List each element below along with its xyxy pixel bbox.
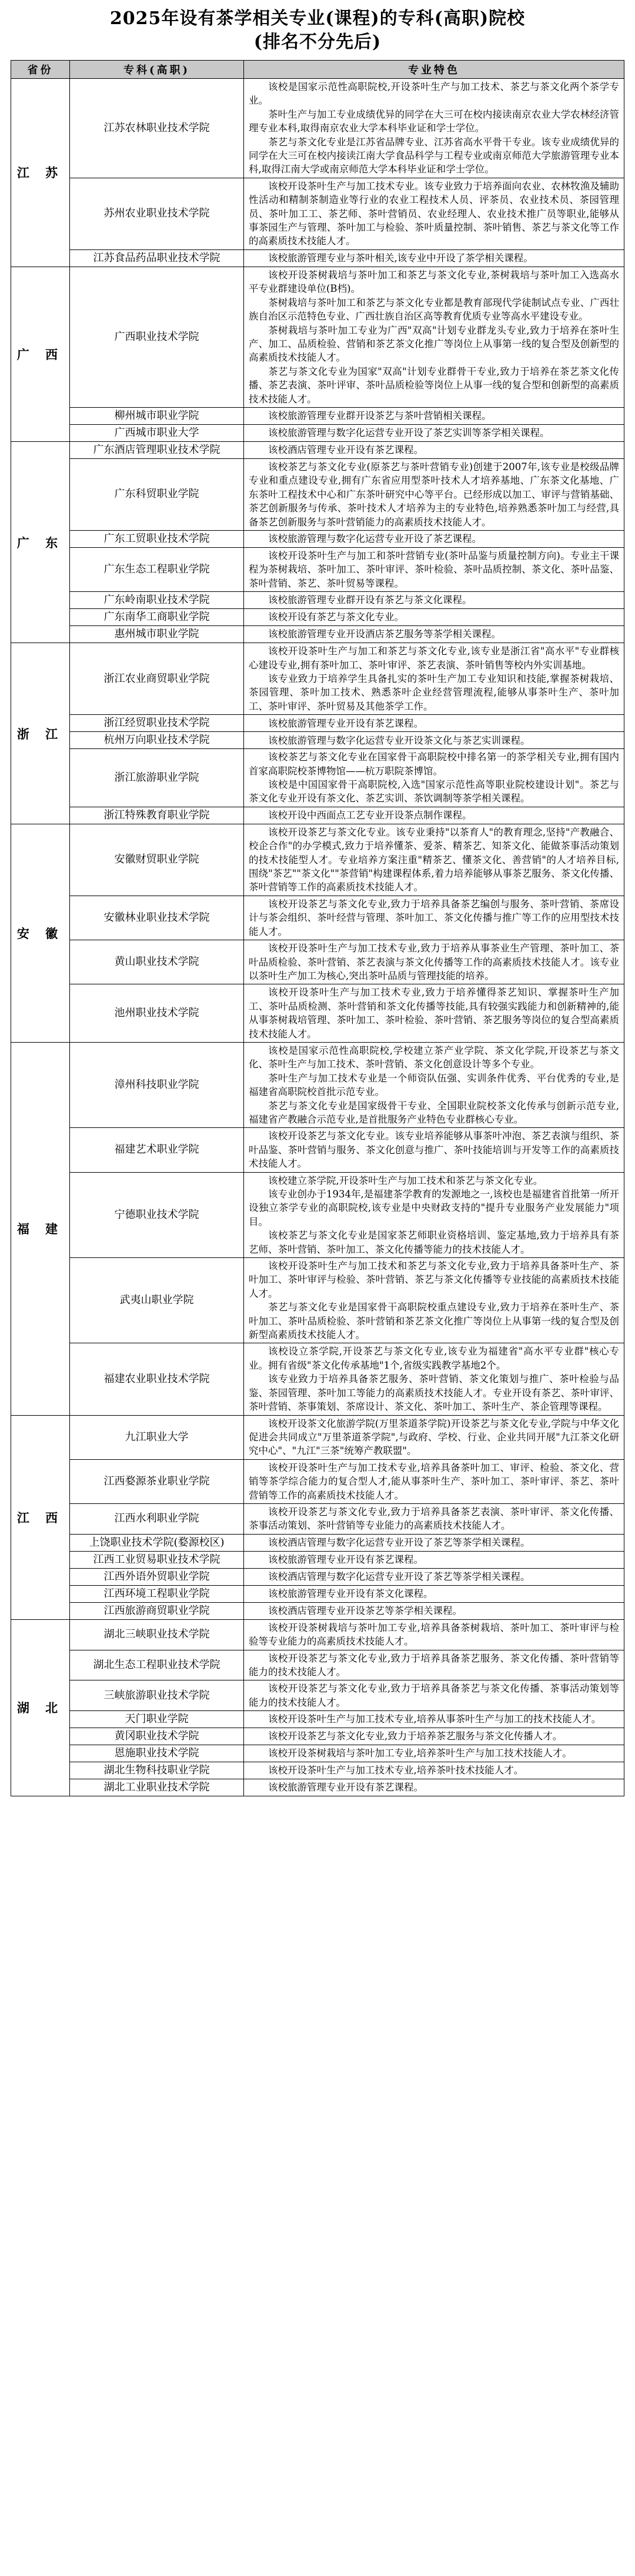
feature-paragraph: 该校旅游管理专业群开设有茶艺与茶文化课程。 — [268, 594, 472, 606]
school-name-cell: 池州职业技术学院 — [70, 984, 244, 1043]
school-name-cell: 浙江旅游职业学院 — [70, 749, 244, 807]
table-row — [11, 1602, 624, 1619]
table-row — [11, 441, 624, 458]
features-cell — [244, 1650, 624, 1680]
feature-paragraph: 该校开设茶叶生产与加工技术专业,致力于培养从事茶业生产管理、茶叶加工、茶叶品质检验、茶叶营销、茶艺表演与茶文化传播等工作的高素质技术技能人才。该专业以茶叶生产加工为核心,突出茶叶品质与管理技能的培养。 — [249, 943, 619, 981]
table-row — [11, 1258, 624, 1343]
feature-paragraph: 该校开设茶叶生产与加工技术专业,培养茶叶技术技能人才。 — [268, 1765, 524, 1776]
school-name-cell: 江苏农林职业技术学院 — [70, 79, 244, 178]
table-row — [11, 1503, 624, 1534]
features-cell — [244, 715, 624, 732]
table-row — [11, 1728, 624, 1745]
features-cell — [244, 807, 624, 824]
feature-paragraph: 茶艺与茶文化专业是国家骨干高职院校重点建设专业,致力于培养在茶叶生产、茶叶加工、茶叶品质检验、茶叶营销和茶艺茶文化推广等岗位上从事第一线的复合型及创新型高素质技术技能人才。 — [249, 1302, 619, 1341]
school-name-cell: 湖北生态工程职业技术学院 — [70, 1650, 244, 1680]
table-body — [11, 79, 624, 1796]
school-name-cell: 江西外语外贸职业学院 — [70, 1568, 244, 1585]
feature-paragraph: 该校是国家示范性高职院校,学校建立茶产业学院、茶文化学院,开设茶艺与茶文化、茶叶生产与加工技术、茶叶营销、茶文化创意设计等多个专业。 — [249, 1044, 619, 1070]
table-row — [11, 824, 624, 896]
features-cell — [244, 424, 624, 441]
feature-paragraph: 该校酒店管理与数字化运营专业开设了茶艺等茶学相关课程。 — [268, 1537, 530, 1549]
feature-paragraph: 茶叶生产与加工技术专业是一个师资队伍强、实训条件优秀、平台优秀的专业,是福建省高职院校首批示范专业。 — [249, 1072, 619, 1098]
feature-paragraph: 该校开设茶艺与茶文化专业,致力于培养具备茶艺表演、茶叶审评、茶文化传播、茶事活动策划、茶叶营销等专业能力的高素质技术技能人才。 — [249, 1506, 619, 1532]
schools-table — [11, 60, 624, 1796]
feature-paragraph: 该校开设茶叶生产与加工技术专业。该专业致力于培养面向农业、农林牧渔及辅助性活动和精制茶制造业等行业的农业工程技术人员、评茶员、农业技术员、茶园管理员、茶叶加工工、茶艺师、茶叶营销员、农业经理人、农业技术推广员等职业,能够从事茶园生产与管理、茶叶加工与检验、茶叶质量控制、茶叶销售、茶艺与茶文化等工作的高素质技术技能人才。 — [249, 180, 619, 247]
school-name-cell: 江西水利职业学院 — [70, 1503, 244, 1534]
school-name-cell: 广西城市职业大学 — [70, 424, 244, 441]
features-cell — [244, 1459, 624, 1503]
features-cell — [244, 441, 624, 458]
features-cell — [244, 1568, 624, 1585]
table-row — [11, 984, 624, 1043]
features-cell — [244, 1728, 624, 1745]
school-name-cell: 苏州农业职业技术学院 — [70, 178, 244, 249]
feature-paragraph: 该校开设茶文化旅游学院(万里茶道茶学院)开设茶艺与茶文化专业,学院与中华文化促进会共同成立"万里茶道茶学院",与政府、学校、行业、企业共同开展"九江茶文化研究中心"、"九江"三茶"统筹产教联盟"。 — [249, 1417, 619, 1457]
feature-paragraph: 该专业创办于1934年,是福建茶学教育的发源地之一,该校也是福建省首批第一所开设独立茶学专业的高职院校,该专业是中央财政支持的"提升专业服务产业发展能力"项目。 — [249, 1189, 619, 1227]
table-row — [11, 458, 624, 530]
table-row — [11, 1343, 624, 1415]
features-cell — [244, 732, 624, 749]
school-name-cell: 恩施职业技术学院 — [70, 1745, 244, 1762]
school-name-cell: 武夷山职业学院 — [70, 1258, 244, 1343]
table-row — [11, 547, 624, 591]
feature-paragraph: 该校茶艺与茶文化专业是国家茶艺师职业资格培训、鉴定基地,致力于培养具有茶艺师、茶叶营销、茶叶加工、茶文化传播等能力的技术技能人才。 — [249, 1230, 619, 1255]
title-block — [11, 5, 624, 60]
feature-paragraph: 该校旅游管理专业群开设茶艺与茶叶营销相关课程。 — [268, 410, 492, 422]
table-row — [11, 530, 624, 547]
school-name-cell: 江西旅游商贸职业学院 — [70, 1602, 244, 1619]
feature-paragraph: 该校是中国国家骨干高职院校,入选"国家示范性高等职业院校建设计划"。茶艺与茶文化专业开设有茶文化、茶艺实训、茶饮调制等茶学相关课程。 — [249, 779, 619, 804]
features-cell — [244, 749, 624, 807]
features-cell — [244, 1745, 624, 1762]
school-name-cell: 福建农业职业技术学院 — [70, 1343, 244, 1415]
province-cell: 福 建 — [11, 1042, 70, 1415]
features-cell — [244, 79, 624, 178]
school-name-cell: 上饶职业技术学院(婺源校区) — [70, 1534, 244, 1551]
table-row — [11, 1172, 624, 1257]
table-row — [11, 1534, 624, 1551]
province-cell: 浙 江 — [11, 643, 70, 824]
features-cell — [244, 940, 624, 984]
features-cell — [244, 1172, 624, 1257]
province-cell: 江 西 — [11, 1415, 70, 1619]
feature-paragraph: 茶艺与茶文化专业是国家级骨干专业、全国职业院校茶文化传承与创新示范专业,福建省产教融合示范专业,是首批服务产业特色专业群核心专业。 — [249, 1100, 619, 1125]
feature-paragraph: 该校旅游管理与数字化运营专业开设了茶艺实训等茶学相关课程。 — [268, 427, 550, 439]
school-name-cell: 黄冈职业技术学院 — [70, 1728, 244, 1745]
features-cell — [244, 267, 624, 407]
school-name-cell: 江西婺源茶业职业学院 — [70, 1459, 244, 1503]
feature-paragraph: 该校开设茶艺与茶文化专业,致力于培养茶艺服务与茶文化传播人才。 — [268, 1730, 563, 1742]
feature-paragraph: 该校开设有茶艺与茶文化专业。 — [268, 611, 404, 623]
feature-paragraph: 该校旅游管理与数字化运营专业开设茶文化与茶艺实训课程。 — [268, 734, 530, 746]
feature-paragraph: 该校开设茶叶生产与加工和茶艺与茶文化专业,该专业是浙江省"高水平"专业群核心建设专业,拥有茶叶加工、茶叶审评、茶艺表演、茶叶销售等校内外实训基地。 — [249, 645, 619, 671]
features-cell — [244, 1343, 624, 1415]
features-cell — [244, 1585, 624, 1602]
features-cell — [244, 1551, 624, 1568]
school-name-cell: 浙江农业商贸职业学院 — [70, 643, 244, 715]
table-row — [11, 940, 624, 984]
header-province: 省份 — [11, 61, 70, 79]
feature-paragraph: 该校旅游管理专业开设有茶艺课程。 — [268, 1554, 423, 1566]
feature-paragraph: 该校开设茶树栽培与茶叶加工专业,培养具备茶树栽培、茶叶加工、茶叶审评与检验等专业能力的高素质技术技能人才。 — [249, 1622, 619, 1648]
school-name-cell: 三峡旅游职业技术学院 — [70, 1680, 244, 1711]
features-cell — [244, 530, 624, 547]
table-row — [11, 1459, 624, 1503]
table-row — [11, 1042, 624, 1127]
feature-paragraph: 该校开设中西面点工艺专业开设茶点制作课程。 — [268, 810, 472, 821]
table-row — [11, 1568, 624, 1585]
feature-paragraph: 该校旅游管理专业开设有茶文化课程。 — [268, 1588, 433, 1600]
school-name-cell: 江苏食品药品职业技术学院 — [70, 249, 244, 267]
school-name-cell: 黄山职业技术学院 — [70, 940, 244, 984]
table-row — [11, 626, 624, 643]
features-cell — [244, 1779, 624, 1796]
feature-paragraph: 该校开设茶叶生产与加工技术专业,培养从事茶叶生产与加工的技术技能人才。 — [268, 1713, 601, 1725]
feature-paragraph: 该校旅游管理与数字化运营专业开设了茶艺课程。 — [268, 533, 482, 545]
features-cell — [244, 1042, 624, 1127]
features-cell — [244, 1602, 624, 1619]
province-cell: 广 西 — [11, 267, 70, 441]
table-row — [11, 1619, 624, 1650]
table-row — [11, 424, 624, 441]
table-header-row — [11, 61, 624, 79]
feature-paragraph: 茶树栽培与茶叶加工和茶艺与茶文化专业都是教育部现代学徒制试点专业、广西壮族自治区示范特色专业、广西壮族自治区高等教育优质专业等高水平建设专业。 — [249, 297, 619, 322]
feature-paragraph: 茶叶生产与加工专业成绩优异的同学在大三可在校内接读南京农业大学农林经济管理专业本科,取得南京农业大学本科毕业证和学士学位。 — [249, 108, 619, 134]
features-cell — [244, 547, 624, 591]
table-row — [11, 178, 624, 249]
province-cell: 湖 北 — [11, 1619, 70, 1796]
table-row — [11, 609, 624, 626]
feature-paragraph: 该校酒店管理专业开设有茶艺课程。 — [268, 444, 423, 456]
school-name-cell: 湖北生物科技职业学院 — [70, 1762, 244, 1779]
province-cell: 江 苏 — [11, 79, 70, 267]
feature-paragraph: 该校开设茶叶生产与加工和茶叶营销专业(茶叶品鉴与质量控制方向)。专业主干课程为茶树栽培、茶叶加工、茶叶审评、茶叶检验、茶叶品质控制、茶文化、茶叶品鉴、茶叶营销、茶艺、茶叶贸易等课程。 — [249, 550, 619, 589]
features-cell — [244, 1534, 624, 1551]
header-school: 专科(高职) — [70, 61, 244, 79]
school-name-cell: 九江职业大学 — [70, 1415, 244, 1459]
features-cell — [244, 609, 624, 626]
province-cell: 安 徽 — [11, 824, 70, 1042]
feature-paragraph: 茶树栽培与茶叶加工专业为广西"双高"计划专业群龙头专业,致力于培养在茶叶生产、加工、品质检验、营销和茶艺茶文化推广等岗位上从事第一线的复合型及创新型的高素质技术技能人才。 — [249, 324, 619, 364]
document-subtitle: (排名不分先后) — [253, 32, 382, 52]
feature-paragraph: 该校开设茶叶生产与加工技术专业,培养具备茶叶加工、审评、检验、茶文化、营销等茶学综合能力的复合型人才,能从事茶叶生产、茶叶加工、茶叶审评、茶艺、茶叶营销等工作的高素质技术技能人才。 — [249, 1462, 619, 1501]
table-row — [11, 643, 624, 715]
province-cell: 广 东 — [11, 441, 70, 643]
feature-paragraph: 该校开设茶艺与茶文化专业。该专业培养能够从事茶叶冲泡、茶艺表演与组织、茶叶品鉴、茶叶营销与服务、茶文化创意与推广、茶叶技能培训与开发等工作的高素质技术技能人才。 — [249, 1130, 619, 1170]
school-name-cell: 安徽林业职业技术学院 — [70, 896, 244, 940]
table-row — [11, 715, 624, 732]
table-row — [11, 1585, 624, 1602]
features-cell — [244, 824, 624, 896]
table-row — [11, 1745, 624, 1762]
features-cell — [244, 407, 624, 424]
table-row — [11, 592, 624, 609]
feature-paragraph: 该校茶艺与茶文化专业在国家骨干高职院校中排名第一的茶学相关专业,拥有国内首家高职院校茶博物馆——杭万职院茶博馆。 — [249, 751, 619, 777]
feature-paragraph: 该校是国家示范性高职院校,开设茶叶生产与加工技术、茶艺与茶文化两个茶学专业。 — [249, 81, 619, 106]
feature-paragraph: 该校旅游管理专业开设酒店茶艺服务等茶学相关课程。 — [268, 628, 501, 640]
features-cell — [244, 1258, 624, 1343]
table-row — [11, 1650, 624, 1680]
school-name-cell: 安徽财贸职业学院 — [70, 824, 244, 896]
feature-paragraph: 该校开设茶艺与茶文化专业,致力于培养具备茶艺与茶文化传播、茶事活动策划等能力的技术技能人才。 — [249, 1683, 619, 1708]
features-cell — [244, 1711, 624, 1728]
table-row — [11, 732, 624, 749]
features-cell — [244, 458, 624, 530]
table-row — [11, 1415, 624, 1459]
school-name-cell: 浙江经贸职业技术学院 — [70, 715, 244, 732]
features-cell — [244, 178, 624, 249]
features-cell — [244, 1680, 624, 1711]
table-row — [11, 267, 624, 407]
features-cell — [244, 1503, 624, 1534]
features-cell — [244, 896, 624, 940]
school-name-cell: 天门职业学院 — [70, 1711, 244, 1728]
table-row — [11, 407, 624, 424]
school-name-cell: 漳州科技职业学院 — [70, 1042, 244, 1127]
features-cell — [244, 643, 624, 715]
table-row — [11, 1551, 624, 1568]
feature-paragraph: 该校茶艺与茶文化专业(原茶艺与茶叶营销专业)创建于2007年,该专业是校级品牌专业和重点建设专业,拥有广东省应用型茶叶技术人才培养基地、广东茶文化基地、广东茶叶工程技术中心和广东茶叶研究中心等平台。已经形成以加工、审评与营销基础、茶艺创新服务与传承、茶叶技术人才培养为主的专业特色,培养熟悉茶叶加工与经营,具备茶艺创新服务与茶叶营销能力的高素质技术技能人才。 — [249, 461, 619, 528]
features-cell — [244, 1415, 624, 1459]
document-title: 2025年设有茶学相关专业(课程)的专科(高职)院校 — [109, 8, 526, 29]
table-row — [11, 1779, 624, 1796]
table-row — [11, 79, 624, 178]
table-row — [11, 896, 624, 940]
feature-paragraph: 该校开设茶叶生产与加工技术和茶艺与茶文化专业,致力于培养具备茶叶生产、茶叶加工、茶叶审评与检验、茶叶营销、茶艺与茶文化传播等专业技能的高素质技术技能人才。 — [249, 1260, 619, 1299]
table-row — [11, 749, 624, 807]
table-row — [11, 807, 624, 824]
feature-paragraph: 该校酒店管理专业开设茶艺等茶学相关课程。 — [268, 1605, 462, 1617]
feature-paragraph: 该校开设茶叶生产与加工技术专业,致力于培养懂得茶艺知识、掌握茶叶生产加工、茶叶品质检测、茶叶营销和茶文化传播等技能,具有较强实践能力和创新精神的,能从事茶树栽培管理、茶叶加工、茶叶检验、茶叶营销、茶艺服务等岗位的复合型高素质技术技能人才。 — [249, 987, 619, 1040]
header-features: 专业特色 — [244, 61, 624, 79]
school-name-cell: 湖北工业职业技术学院 — [70, 1779, 244, 1796]
school-name-cell: 广东科贸职业学院 — [70, 458, 244, 530]
school-name-cell: 宁德职业技术学院 — [70, 1172, 244, 1257]
features-cell — [244, 249, 624, 267]
school-name-cell: 柳州城市职业学院 — [70, 407, 244, 424]
school-name-cell: 杭州万向职业技术学院 — [70, 732, 244, 749]
feature-paragraph: 该校开设茶艺与茶文化专业,致力于培养具备茶艺服务、茶文化传播、茶叶营销等能力的技术技能人才。 — [249, 1652, 619, 1678]
school-name-cell: 广东生态工程职业学院 — [70, 547, 244, 591]
school-name-cell: 江西工业贸易职业技术学院 — [70, 1551, 244, 1568]
feature-paragraph: 茶艺与茶文化专业是江苏省品牌专业、江苏省高水平骨干专业。该专业成绩优异的同学在大三可在校内接读江南大学食品科学与工程专业或南京师范大学旅游管理专业本科,取得江南大学或南京师范大学本科毕业证和学士学位。 — [249, 136, 619, 175]
features-cell — [244, 1128, 624, 1172]
school-name-cell: 广西职业技术学院 — [70, 267, 244, 407]
feature-paragraph: 该校旅游管理专业开设有茶艺课程。 — [268, 717, 423, 729]
school-name-cell: 浙江特殊教育职业学院 — [70, 807, 244, 824]
table-row — [11, 1762, 624, 1779]
school-name-cell: 广东岭南职业技术学院 — [70, 592, 244, 609]
feature-paragraph: 该校开设茶艺与茶文化专业。该专业秉持"以茶育人"的教育理念,坚持"产教融合、校企合作"的办学模式,致力于培养懂茶、爱茶、精茶艺、知茶文化、能做茶事活动策划的技术技能型人才。专业培养方案注重"精茶艺、懂茶文化、善营销"的人才培养目标,围绕"茶艺""茶文化""茶营销"构建课程体系,着力培养能够从事茶艺服务、茶文化传播、茶叶营销等工作的高素质技术技能人才。 — [249, 826, 619, 893]
feature-paragraph: 该专业致力于培养学生具备扎实的茶叶生产加工专业知识和技能,掌握茶树栽培、茶园管理、茶叶加工技术、熟悉茶叶企业经营管理流程,能够从事茶叶生产、茶叶加工、茶叶审评、茶叶贸易及其他茶学工作。 — [249, 673, 619, 712]
features-cell — [244, 592, 624, 609]
school-name-cell: 广东南华工商职业学院 — [70, 609, 244, 626]
table-row — [11, 1128, 624, 1172]
features-cell — [244, 984, 624, 1043]
feature-paragraph: 该校设立茶学院,开设茶艺与茶文化专业,该专业为福建省"高水平专业群"核心专业。拥有省级"茶文化传承基地"1个,省级实践教学基地2个。 — [249, 1346, 619, 1371]
school-name-cell: 江西环境工程职业学院 — [70, 1585, 244, 1602]
school-name-cell: 广东工贸职业技术学院 — [70, 530, 244, 547]
feature-paragraph: 茶艺与茶文化专业为国家"双高"计划专业群骨干专业,致力于培养在茶艺茶文化传播、茶艺表演、茶叶评审、茶叶品质检验等岗位上从事一线的复合型和创新型的高素质技术技能人才。 — [249, 365, 619, 405]
feature-paragraph: 该校开设茶艺与茶文化专业,致力于培养具备茶艺编创与服务、茶叶营销、茶席设计与茶会组织、茶叶经营与管理、茶叶加工、茶文化传播与推广等工作的应用型技术技能人才。 — [249, 898, 619, 937]
feature-paragraph: 该校开设茶树栽培与茶叶加工和茶艺与茶文化专业,茶树栽培与茶叶加工入选高水平专业群建设单位(B档)。 — [249, 269, 619, 295]
school-name-cell: 湖北三峡职业技术学院 — [70, 1619, 244, 1650]
school-name-cell: 广东酒店管理职业技术学院 — [70, 441, 244, 458]
table-row — [11, 249, 624, 267]
features-cell — [244, 626, 624, 643]
features-cell — [244, 1762, 624, 1779]
feature-paragraph: 该校酒店管理与数字化运营专业开设了茶艺等茶学相关课程。 — [268, 1571, 530, 1583]
feature-paragraph: 该校旅游管理专业与茶叶相关,该专业中开设了茶学相关课程。 — [268, 252, 533, 264]
feature-paragraph: 该校开设茶树栽培与茶叶加工专业,培养茶叶生产与加工技术技能人才。 — [268, 1748, 572, 1759]
table-row — [11, 1711, 624, 1728]
feature-paragraph: 该校建立茶学院,开设茶叶生产与加工技术和茶艺与茶文化专业。 — [268, 1174, 543, 1186]
feature-paragraph: 该专业致力于培养具备茶艺服务、茶叶营销、茶文化策划与推广、茶叶检验与品鉴、茶园管理、茶叶加工等能力的高素质技术技能人才。专业开设有茶艺、茶叶审评、茶叶营销、茶事策划、茶席设计、茶文化、茶叶加工、茶叶生产、茶企管理等课程。 — [249, 1373, 619, 1413]
feature-paragraph: 该校旅游管理专业开设有茶艺课程。 — [268, 1782, 423, 1793]
features-cell — [244, 1619, 624, 1650]
table-row — [11, 1680, 624, 1711]
school-name-cell: 福建艺术职业学院 — [70, 1128, 244, 1172]
school-name-cell: 惠州城市职业学院 — [70, 626, 244, 643]
